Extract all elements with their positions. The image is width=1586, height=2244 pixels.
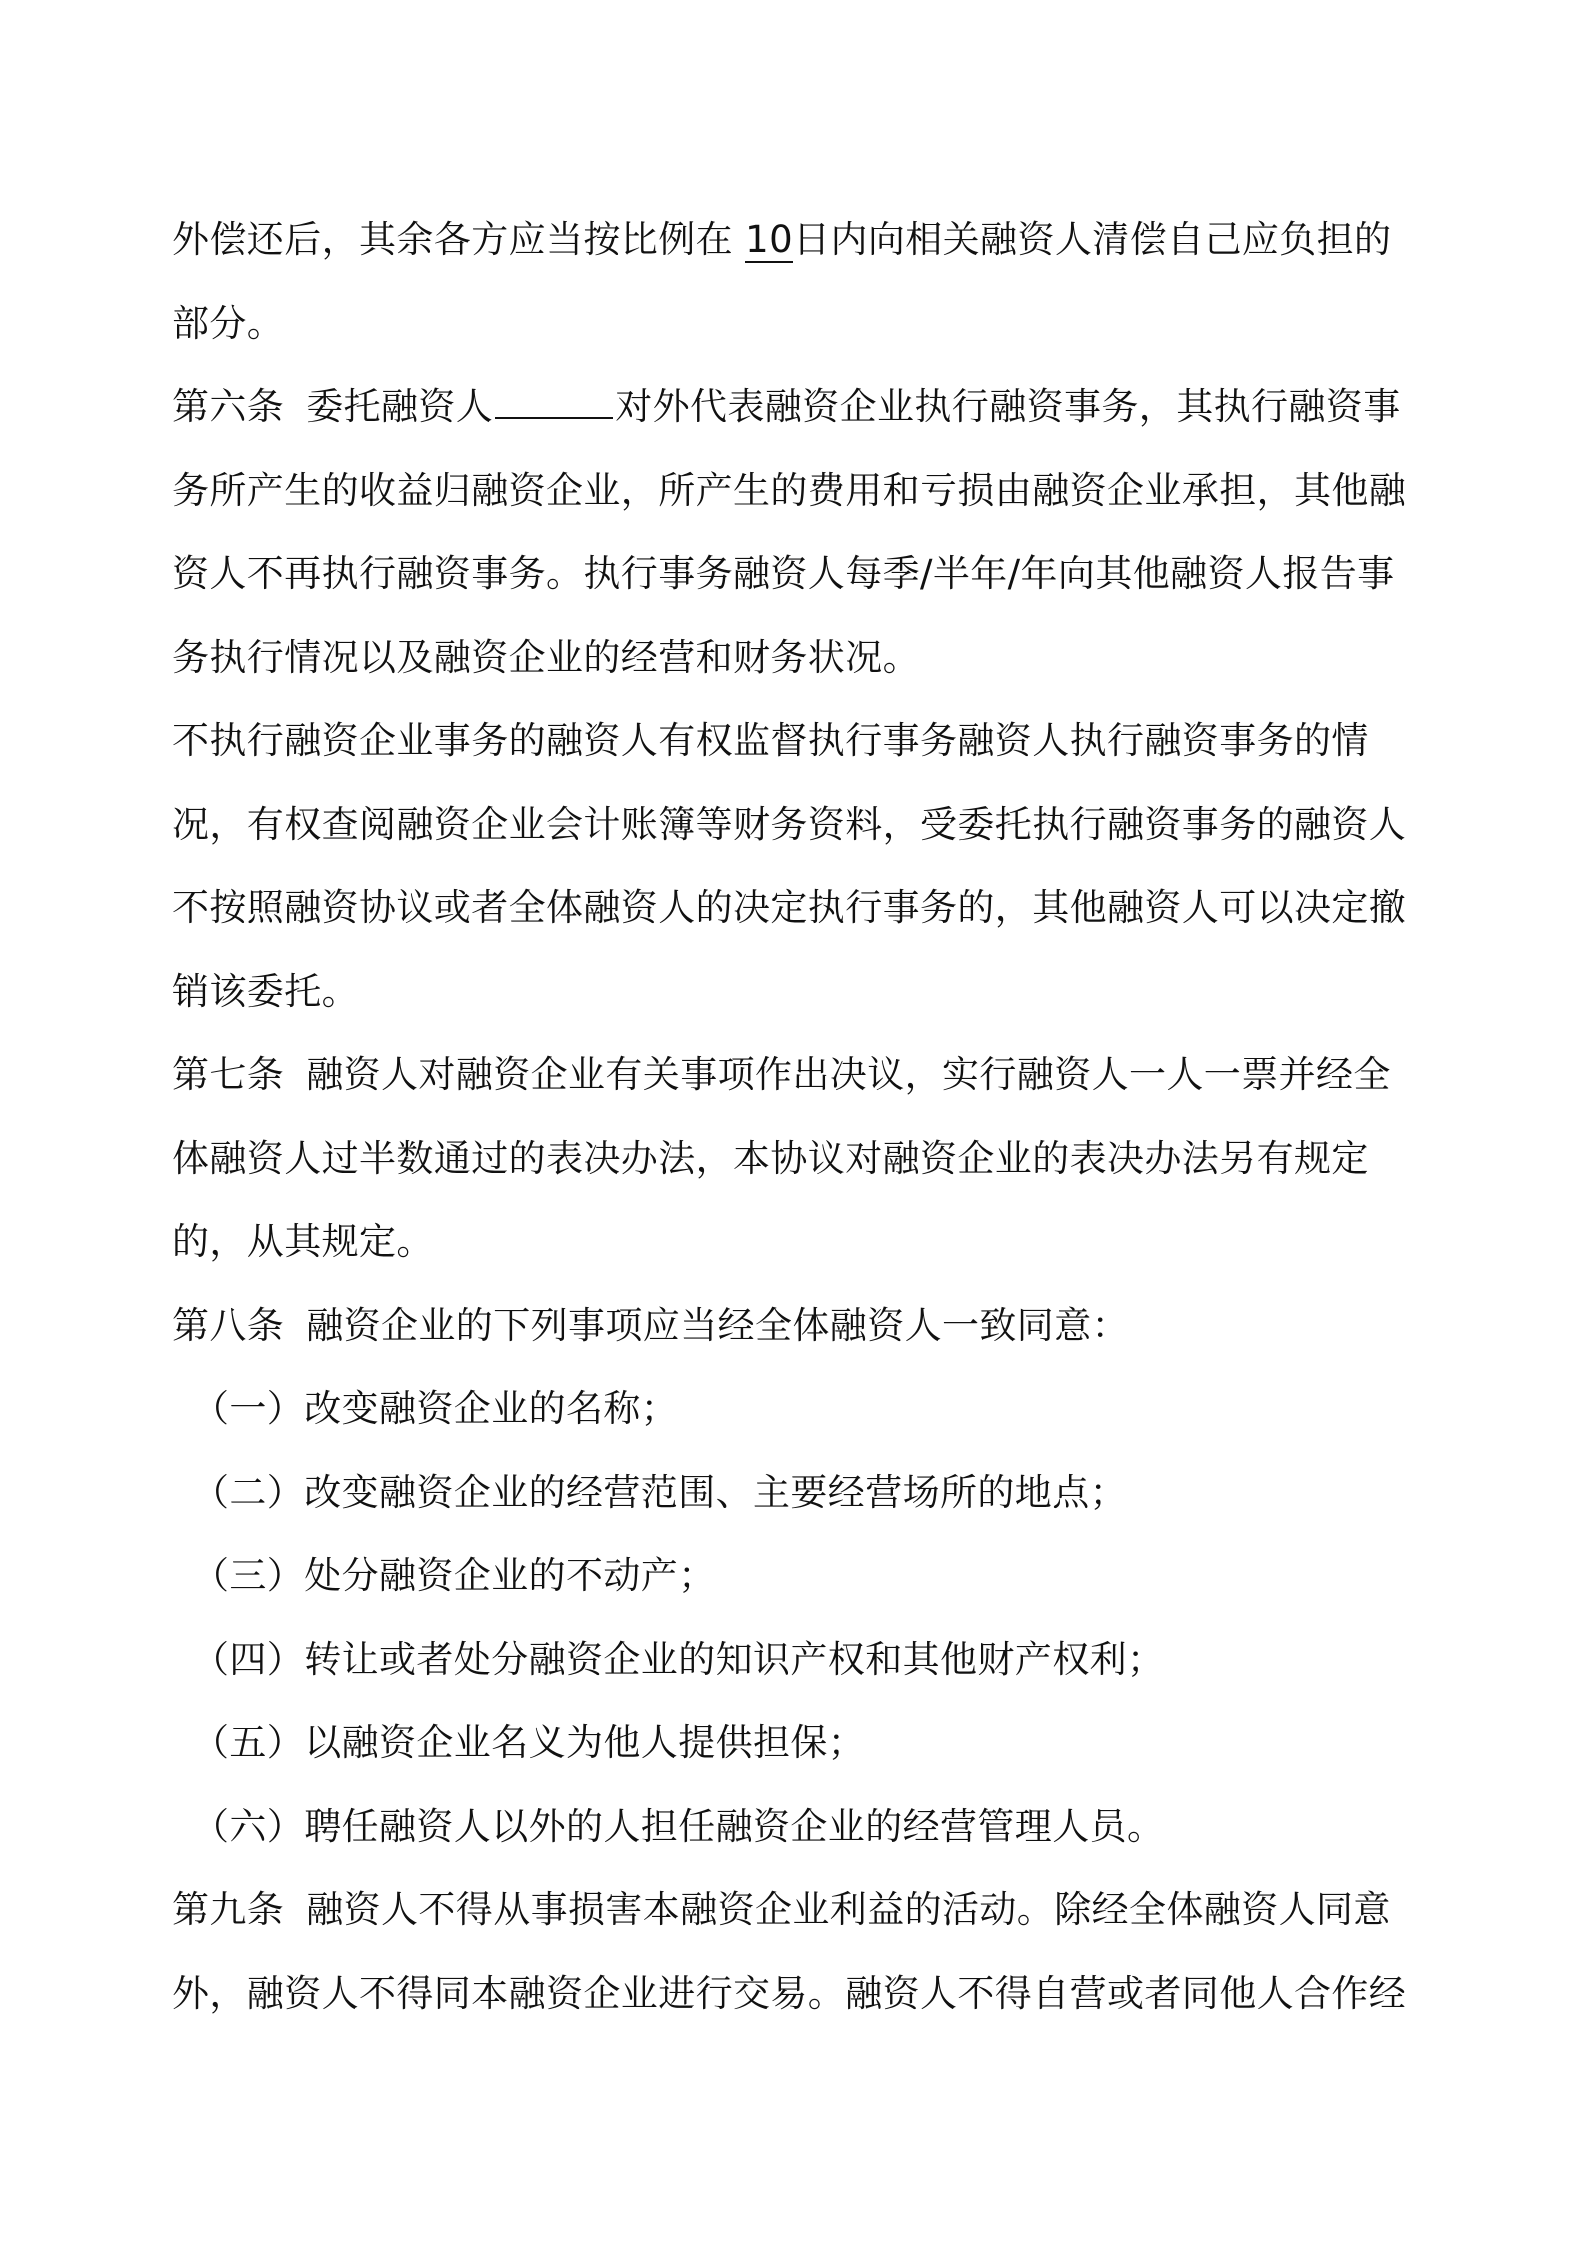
list-item: （四）转让或者处分融资企业的知识产权和其他财产权利； [192, 1637, 1165, 1681]
paragraph-line: 体融资人过半数通过的表决办法，本协议对融资企业的表决办法另有规定 [172, 1136, 1369, 1180]
article-6-line [172, 365, 1414, 449]
paragraph-line: 务执行情况以及融资企业的经营和财务状况。 [172, 635, 920, 679]
document-body [172, 198, 1414, 2035]
text-run: 日内向相关融资人清偿自己应负担的 [793, 218, 1392, 261]
list-item: （五）以融资企业名义为他人提供担保； [192, 1721, 866, 1764]
article-9-line [172, 1868, 1414, 1952]
paragraph-line: 务所产生的收益归融资企业，所产生的费用和亏损由融资企业承担，其他融 [172, 468, 1407, 512]
article-6-label: 第六条 [172, 385, 285, 428]
article-8-label: 第八条 [172, 1303, 285, 1347]
article-7-label: 第七条 [172, 1053, 285, 1096]
delegate-name-blank [495, 376, 613, 419]
text-run: 融资人不得从事损害本融资企业利益的活动。除经全体融资人同意 [306, 1888, 1391, 1931]
paragraph-line: 资人不再执行融资事务。执行事务融资人每季/半年/年向其他融资人报告事 [172, 552, 1395, 595]
paragraph-line: 不执行融资企业事务的融资人有权监督执行事务融资人执行融资事务的情 [172, 719, 1369, 762]
paragraph-line [172, 198, 1414, 282]
days-filled-blank: 10 [745, 218, 794, 261]
list-item: （六）聘任融资人以外的人担任融资企业的经营管理人员。 [192, 1804, 1165, 1848]
list-item: （三）处分融资企业的不动产； [192, 1554, 716, 1597]
text-run: 对外代表融资企业执行融资事务，其执行融资事 [615, 385, 1401, 428]
paragraph-line: 不按照融资协议或者全体融资人的决定执行事务的，其他融资人可以决定撤 [172, 886, 1407, 929]
text-run: 融资人对融资企业有关事项作出决议，实行融资人一人一票并经全 [306, 1053, 1391, 1096]
text-run: 外偿还后，其余各方应当按比例在 [172, 218, 746, 261]
paragraph-line: 销该委托。 [172, 969, 359, 1013]
list-item: （二）改变融资企业的经营范围、主要经营场所的地点； [192, 1470, 1127, 1514]
list-item: （一）改变融资企业的名称； [192, 1387, 679, 1430]
paragraph-line: 的，从其规定。 [172, 1220, 434, 1263]
text-run: 融资企业的下列事项应当经全体融资人一致同意： [306, 1303, 1130, 1347]
paragraph-line: 部分。 [172, 301, 285, 345]
paragraph-line: 外，融资人不得同本融资企业进行交易。融资人不得自营或者同他人合作经 [172, 1971, 1407, 2015]
article-7-line [172, 1033, 1414, 1117]
paragraph-line: 况，有权查阅融资企业会计账簿等财务资料，受委托执行融资事务的融资人 [172, 802, 1407, 846]
text-run: 委托融资人 [306, 385, 494, 428]
article-9-label: 第九条 [172, 1888, 285, 1931]
article-8-line [172, 1284, 1414, 1368]
